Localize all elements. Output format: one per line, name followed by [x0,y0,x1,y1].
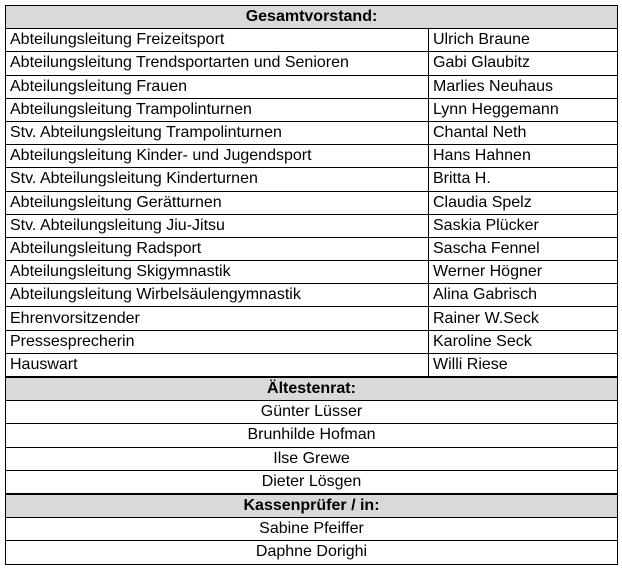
table-row [6,424,618,447]
role-cell: Abteilungsleitung Gerätturnen [6,191,429,214]
table-row [6,145,618,168]
table-row [6,541,618,564]
name-cell: Marlies Neuhaus [429,75,618,98]
table-row [6,330,618,353]
role-cell: Abteilungsleitung Skigymnastik [6,261,429,284]
member-name-cell: Sabine Pfeiffer [6,518,618,541]
name-cell: Karoline Seck [429,330,618,353]
table-row [6,98,618,121]
role-cell: Abteilungsleitung Freizeitsport [6,29,429,52]
role-cell: Abteilungsleitung Trampolinturnen [6,98,429,121]
member-name-cell: Brunhilde Hofman [6,424,618,447]
section-header-row [6,494,618,518]
member-name-cell: Daphne Dorighi [6,541,618,564]
board-table [5,5,618,565]
table-row [6,29,618,52]
role-cell: Abteilungsleitung Trendsportarten und Senioren [6,52,429,75]
role-cell: Stv. Abteilungsleitung Trampolinturnen [6,121,429,144]
table-row [6,214,618,237]
section-title-gesamtvorstand: Gesamtvorstand: [6,6,618,29]
name-cell: Saskia Plücker [429,214,618,237]
board-table-body [6,6,618,565]
table-row [6,470,618,494]
section-header-row [6,6,618,29]
member-name-cell: Ilse Grewe [6,447,618,470]
name-cell: Alina Gabrisch [429,284,618,307]
table-row [6,121,618,144]
section-title-aeltestenrat: Ältestenrat: [6,377,618,401]
section-header-row [6,377,618,401]
name-cell: Rainer W.Seck [429,307,618,330]
section-title-kassenpruefer: Kassenprüfer / in: [6,494,618,518]
name-cell: Willi Riese [429,353,618,377]
table-row [6,353,618,377]
table-row [6,191,618,214]
name-cell: Sascha Fennel [429,237,618,260]
role-cell: Abteilungsleitung Radsport [6,237,429,260]
name-cell: Hans Hahnen [429,145,618,168]
member-name-cell: Dieter Lösgen [6,470,618,494]
role-cell: Abteilungsleitung Wirbelsäulengymnastik [6,284,429,307]
role-cell: Pressesprecherin [6,330,429,353]
name-cell: Claudia Spelz [429,191,618,214]
table-row [6,237,618,260]
table-row [6,52,618,75]
role-cell: Stv. Abteilungsleitung Jiu-Jitsu [6,214,429,237]
table-row [6,75,618,98]
table-row [6,401,618,424]
name-cell: Lynn Heggemann [429,98,618,121]
name-cell: Ulrich Braune [429,29,618,52]
table-row [6,447,618,470]
member-name-cell: Günter Lüsser [6,401,618,424]
role-cell: Stv. Abteilungsleitung Kinderturnen [6,168,429,191]
table-row [6,261,618,284]
name-cell: Werner Högner [429,261,618,284]
name-cell: Britta H. [429,168,618,191]
table-row [6,168,618,191]
role-cell: Ehrenvorsitzender [6,307,429,330]
table-row [6,518,618,541]
role-cell: Abteilungsleitung Frauen [6,75,429,98]
table-row [6,307,618,330]
name-cell: Gabi Glaubitz [429,52,618,75]
table-row [6,284,618,307]
role-cell: Abteilungsleitung Kinder- und Jugendsport [6,145,429,168]
name-cell: Chantal Neth [429,121,618,144]
role-cell: Hauswart [6,353,429,377]
